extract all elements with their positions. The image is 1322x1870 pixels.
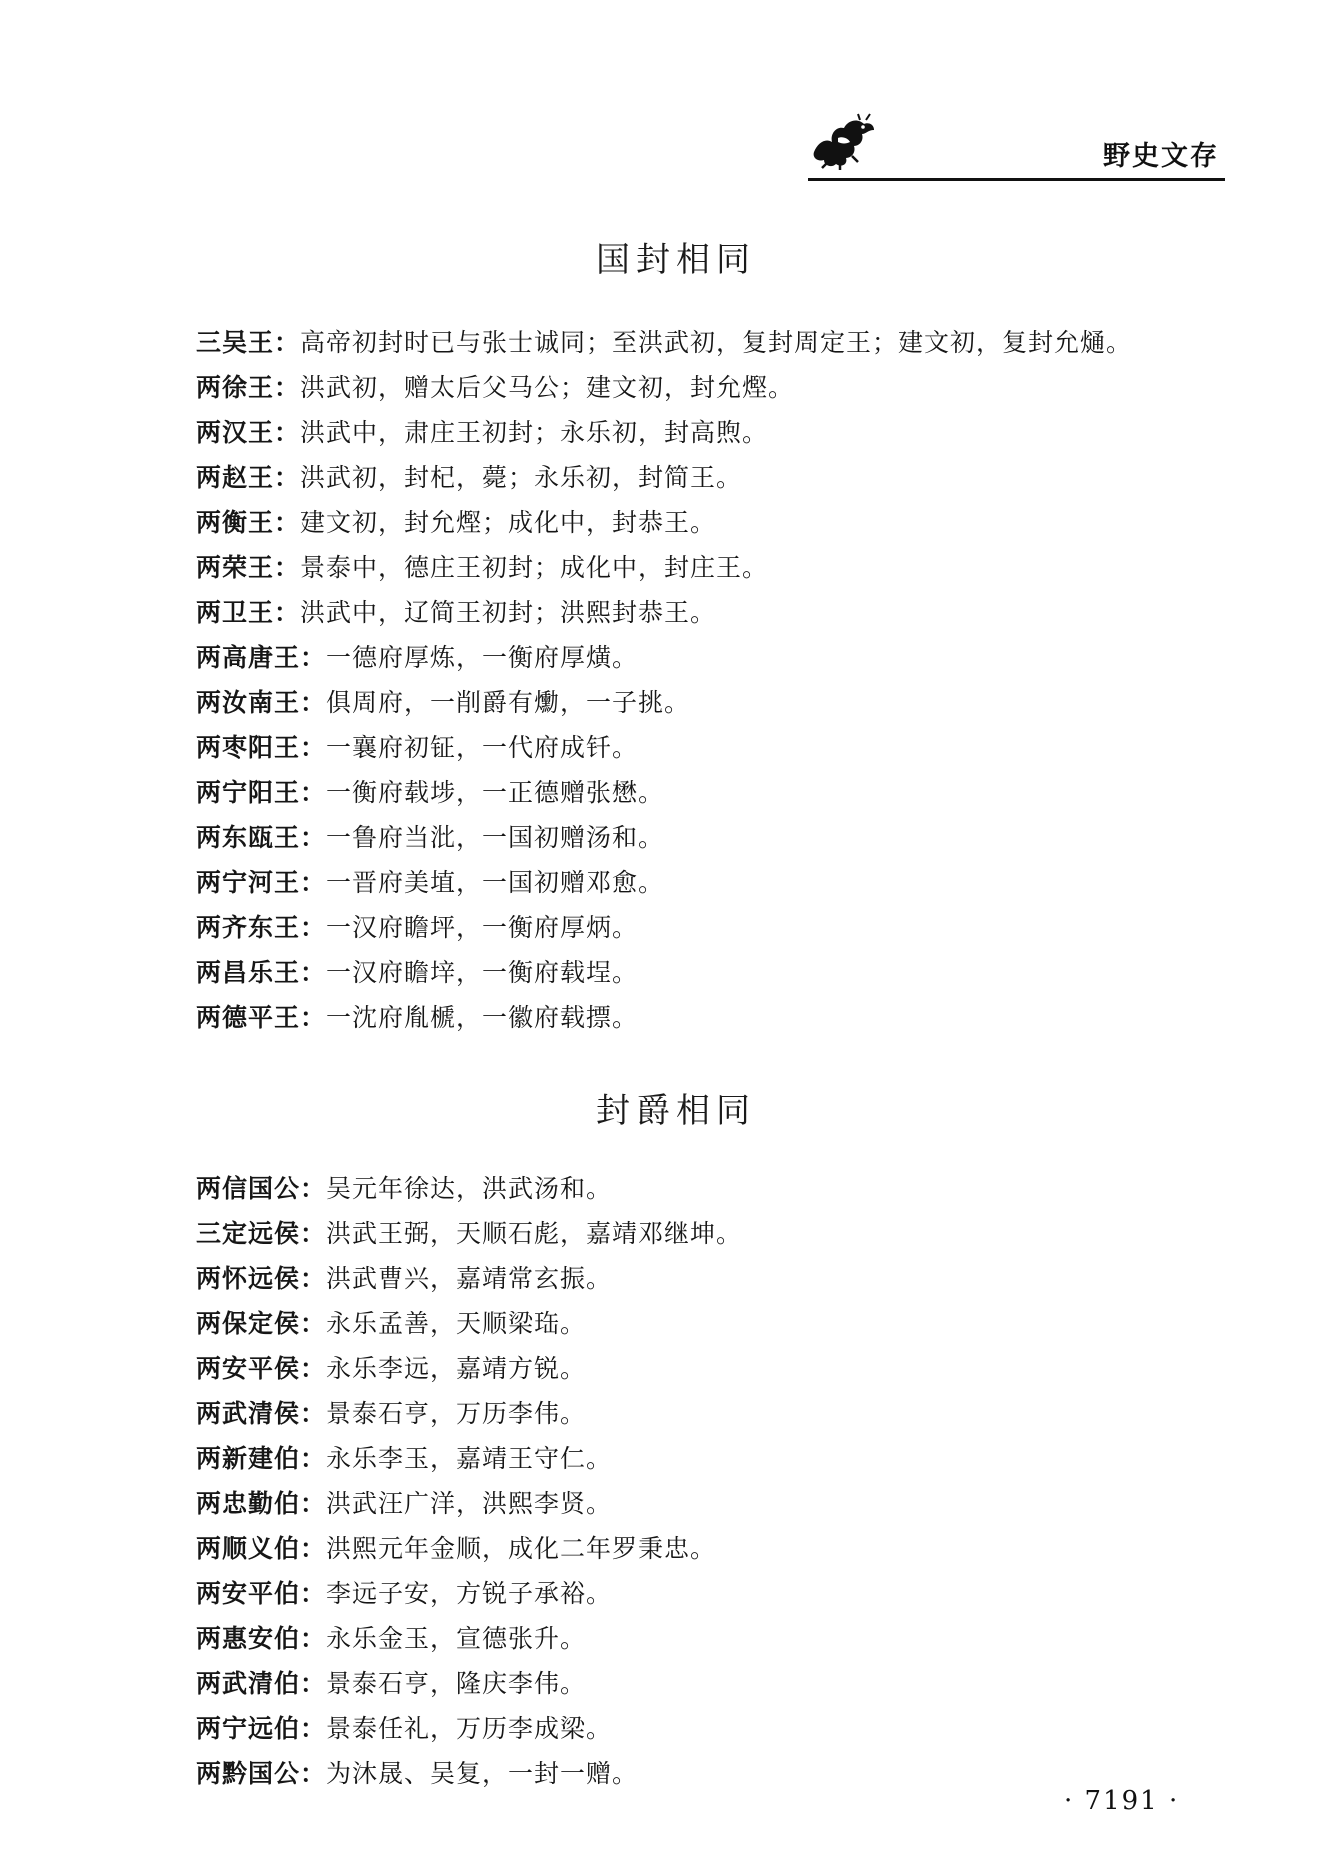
dragon-icon [808,112,878,170]
entry-label: 两宁远伯： [196,1714,327,1743]
entry-text: 景泰石亨，隆庆李伟。 [326,1669,587,1698]
section-heading: 国封相同 [596,240,756,280]
list-item [196,905,1132,950]
entry-text: 洪武中，辽简王初封；洪熙封恭王。 [300,598,717,627]
entry-text: 吴元年徐达，洪武汤和。 [326,1174,613,1203]
entry-label: 两东瓯王： [196,823,327,852]
entry-label: 两怀远侯： [196,1264,327,1293]
entry-text: 为沐晟、吴复，一封一赠。 [326,1759,639,1788]
entry-label: 两忠勤伯： [196,1489,327,1518]
list-item [196,1436,742,1481]
list-item [196,1751,742,1796]
entry-label: 两新建伯： [196,1444,327,1473]
list-item [196,1571,742,1616]
list-item [196,500,1132,545]
entry-label: 两惠安伯： [196,1624,327,1653]
entry-text: 洪武中，肃庄王初封；永乐初，封高煦。 [300,418,769,447]
entry-text: 洪武初，封杞，薨；永乐初，封简王。 [300,463,743,492]
entry-label: 两宁河王： [196,868,327,897]
entry-text: 一晋府美埴，一国初赠邓愈。 [326,868,665,897]
list-item [196,410,1132,455]
entry-label: 两顺义伯： [196,1534,327,1563]
entry-label: 三定远侯： [196,1219,327,1248]
entry-label: 两汉王： [196,418,301,447]
list-item [196,635,1132,680]
list-item [196,1526,742,1571]
entry-list [196,1166,742,1796]
entry-text: 景泰中，德庄王初封；成化中，封庄王。 [300,553,769,582]
entry-label: 两武清侯： [196,1399,327,1428]
list-item [196,995,1132,1040]
list-item [196,1166,742,1211]
entry-label: 两赵王： [196,463,301,492]
entry-text: 一汉府瞻垶，一衡府载埕。 [326,958,639,987]
list-item [196,1616,742,1661]
entry-label: 两黔国公： [196,1759,327,1788]
entry-text: 景泰任礼，万历李成梁。 [326,1714,613,1743]
list-item [196,770,1132,815]
entry-text: 洪熙元年金顺，成化二年罗秉忠。 [326,1534,717,1563]
section-heading: 封爵相同 [596,1091,756,1131]
list-item [196,680,1132,725]
entry-text: 洪武王弼，天顺石彪，嘉靖邓继坤。 [326,1219,743,1248]
entry-text: 永乐李远，嘉靖方锐。 [326,1354,587,1383]
list-item [196,320,1132,365]
entry-text: 洪武汪广洋，洪熙李贤。 [326,1489,613,1518]
list-item [196,1256,742,1301]
entry-label: 两昌乐王： [196,958,327,987]
list-item [196,545,1132,590]
entry-label: 两汝南王： [196,688,327,717]
entry-label: 两德平王： [196,1003,327,1032]
entry-label: 两高唐王： [196,643,327,672]
list-item [196,725,1132,770]
list-item [196,815,1132,860]
list-item [196,455,1132,500]
list-item [196,1301,742,1346]
list-item [196,1661,742,1706]
entry-label: 两信国公： [196,1174,327,1203]
list-item [196,1391,742,1436]
entry-text: 高帝初封时已与张士诚同；至洪武初，复封周定王；建文初，复封允熥。 [300,328,1133,357]
list-item [196,1481,742,1526]
running-header [808,112,1225,182]
entry-label: 两枣阳王： [196,733,327,762]
list-item [196,1706,742,1751]
list-item [196,950,1132,995]
entry-label: 两衡王： [196,508,301,537]
entry-text: 永乐金玉，宣德张升。 [326,1624,587,1653]
entry-text: 一汉府瞻坪，一衡府厚炳。 [326,913,639,942]
entry-text: 洪武曹兴，嘉靖常玄振。 [326,1264,613,1293]
entry-text: 一沈府胤榹，一徽府载摽。 [326,1003,639,1032]
entry-label: 两保定侯： [196,1309,327,1338]
entry-label: 三吴王： [196,328,301,357]
series-title: 野史文存 [1103,141,1219,172]
entry-label: 两安平侯： [196,1354,327,1383]
entry-label: 两宁阳王： [196,778,327,807]
entry-text: 永乐孟善，天顺梁珤。 [326,1309,587,1338]
entry-label: 两徐王： [196,373,301,402]
header-rule [808,178,1225,181]
entry-text: 一鲁府当沘，一国初赠汤和。 [326,823,665,852]
page-number: · 7191 · [1064,1786,1180,1816]
entry-label: 两齐东王： [196,913,327,942]
entry-text: 一衡府载埗，一正德赠张懋。 [326,778,665,807]
entry-text: 景泰石亨，万历李伟。 [326,1399,587,1428]
entry-label: 两荣王： [196,553,301,582]
entry-text: 建文初，封允熞；成化中，封恭王。 [300,508,717,537]
entry-text: 永乐李玉，嘉靖王守仁。 [326,1444,613,1473]
list-item [196,365,1132,410]
entry-text: 一德府厚炼，一衡府厚熿。 [326,643,639,672]
entry-text: 洪武初，赠太后父马公；建文初，封允熞。 [300,373,795,402]
list-item [196,590,1132,635]
entry-text: 俱周府，一削爵有爋，一子挑。 [326,688,691,717]
entry-label: 两武清伯： [196,1669,327,1698]
list-item [196,1346,742,1391]
entry-label: 两安平伯： [196,1579,327,1608]
entry-list [196,320,1132,1040]
list-item [196,860,1132,905]
entry-text: 李远子安，方锐子承裕。 [326,1579,613,1608]
list-item [196,1211,742,1256]
entry-text: 一襄府初钲，一代府成钎。 [326,733,639,762]
entry-label: 两卫王： [196,598,301,627]
